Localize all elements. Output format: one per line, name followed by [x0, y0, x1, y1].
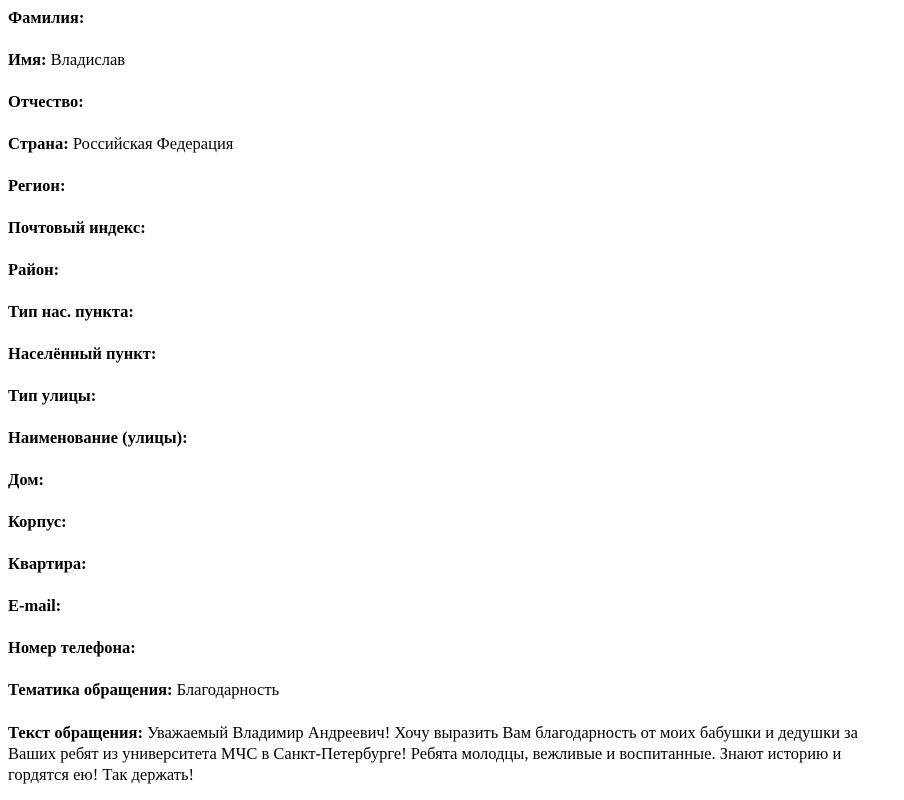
field-value: Благодарность [176, 680, 280, 699]
field-building [8, 512, 896, 532]
field-last-name [8, 8, 896, 28]
field-label: Тип улицы: [8, 386, 97, 405]
field-street-type [8, 386, 896, 406]
field-region [8, 176, 896, 196]
field-label: Тип нас. пункта: [8, 302, 134, 321]
field-label: Район: [8, 260, 60, 279]
field-label: Текст обращения: [8, 723, 143, 742]
field-value: Российская Федерация [72, 134, 234, 153]
field-label: Почтовый индекс: [8, 218, 146, 237]
field-label: Имя: [8, 50, 47, 69]
field-label: Корпус: [8, 512, 67, 531]
field-house [8, 470, 896, 490]
field-patronymic [8, 92, 896, 112]
field-settlement-type [8, 302, 896, 322]
field-postal-code [8, 218, 896, 238]
field-phone [8, 638, 896, 658]
field-apartment [8, 554, 896, 574]
field-district [8, 260, 896, 280]
field-label: Квартира: [8, 554, 87, 573]
field-label: Тематика обращения: [8, 680, 173, 699]
field-value: Владислав [50, 50, 126, 69]
field-label: Регион: [8, 176, 66, 195]
field-message-text [8, 722, 896, 785]
field-first-name [8, 50, 896, 70]
field-label: Населённый пункт: [8, 344, 157, 363]
field-country [8, 134, 896, 154]
field-label: Наименование (улицы): [8, 428, 188, 447]
field-label: Страна: [8, 134, 69, 153]
field-settlement [8, 344, 896, 364]
field-topic [8, 680, 896, 700]
field-label: Дом: [8, 470, 45, 489]
field-value: Уважаемый Владимир Андреевич! Хочу выразить Вам благодарность от моих бабушки и дедушки за Ваших ребят из университета МЧС в Санкт-Петербурге! Ребята молодцы, вежливые и воспитанные. Знают историю и гордятся ею! Так держать! [8, 723, 858, 784]
field-street-name [8, 428, 896, 448]
field-label: Отчество: [8, 92, 84, 111]
field-label: E-mail: [8, 596, 62, 615]
field-label: Фамилия: [8, 8, 85, 27]
field-email [8, 596, 896, 616]
field-label: Номер телефона: [8, 638, 136, 657]
